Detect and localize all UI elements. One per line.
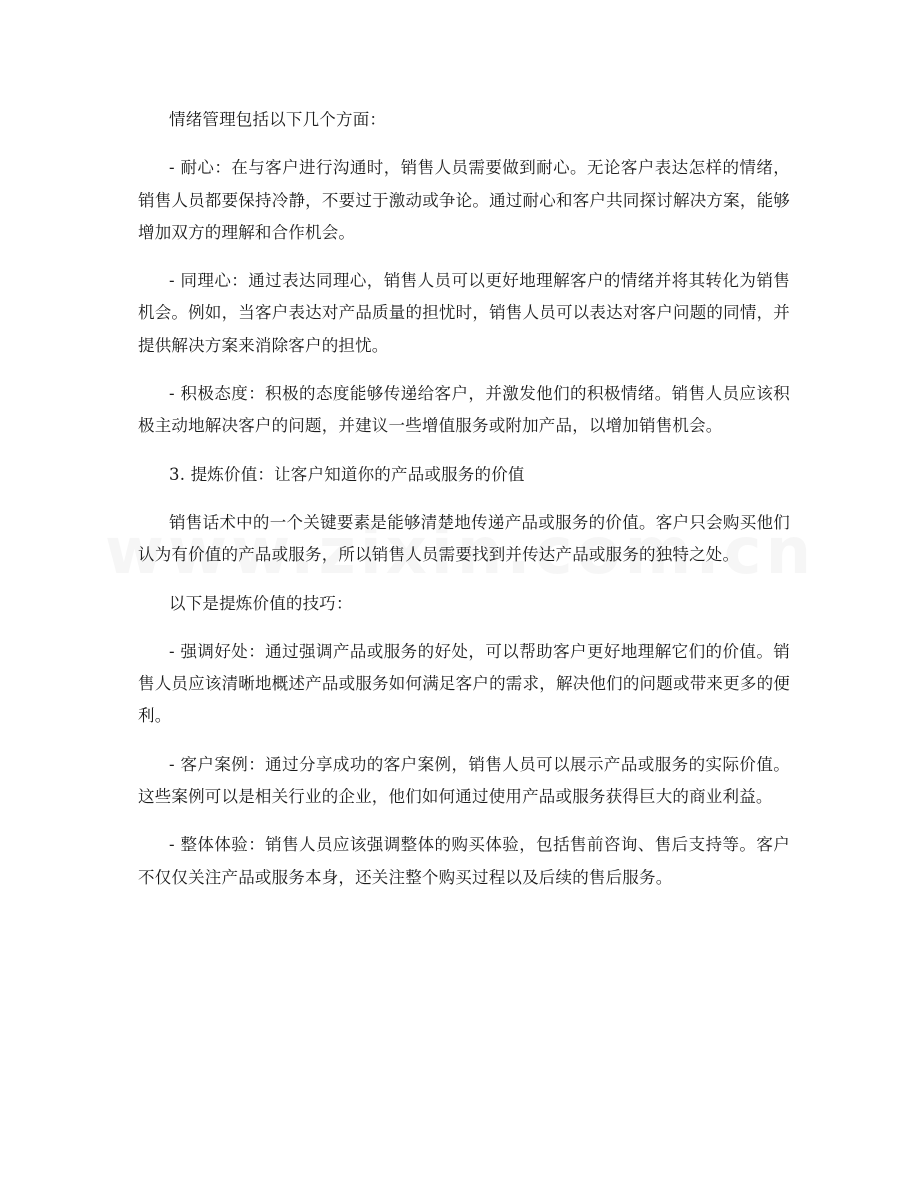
point-patience: - 耐心：在与客户进行沟通时，销售人员需要做到耐心。无论客户表达怎样的情绪，销售人员都要保持冷静，不要过于激动或争论。通过耐心和客户共同探讨解决方案，能够增加双方的理解和合作机会。 xyxy=(138,158,790,242)
point-overall-experience: - 整体体验：销售人员应该强调整体的购买体验，包括售前咨询、售后支持等。客户不仅仅关注产品或服务本身，还关注整个购买过程以及后续的售后服务。 xyxy=(138,835,790,887)
value-explanation: 销售话术中的一个关键要素是能够清楚地传递产品或服务的价值。客户只会购买他们认为有价值的产品或服务，所以销售人员需要找到并传达产品或服务的独特之处。 xyxy=(138,512,790,565)
intro-emotion-management: 情绪管理包括以下几个方面： xyxy=(169,110,387,129)
document-body xyxy=(138,104,790,910)
point-positive-attitude: - 积极态度：积极的态度能够传递给客户，并激发他们的积极情绪。销售人员应该积极主动地解决客户的问题，并建议一些增值服务或附加产品，以增加销售机会。 xyxy=(138,384,790,436)
point-emphasize-benefits: - 强调好处：通过强调产品或服务的好处，可以帮助客户更好地理解它们的价值。销售人员应该清晰地概述产品或服务如何满足客户的需求，解决他们的问题或带来更多的便利。 xyxy=(138,641,790,726)
intro-value-techniques: 以下是提炼价值的技巧： xyxy=(169,593,353,613)
point-customer-cases: - 客户案例：通过分享成功的客户案例，销售人员可以展示产品或服务的实际价值。这些案例可以是相关行业的企业，他们如何通过使用产品或服务获得巨大的商业利益。 xyxy=(138,754,790,807)
point-empathy: - 同理心：通过表达同理心，销售人员可以更好地理解客户的情绪并将其转化为销售机会。例如，当客户表达对产品质量的担忧时，销售人员可以表达对客户问题的同情，并提供解决方案来消除客户的担忧。 xyxy=(138,271,790,355)
section-heading-value: 3. 提炼价值：让客户知道你的产品或服务的价值 xyxy=(169,464,525,484)
